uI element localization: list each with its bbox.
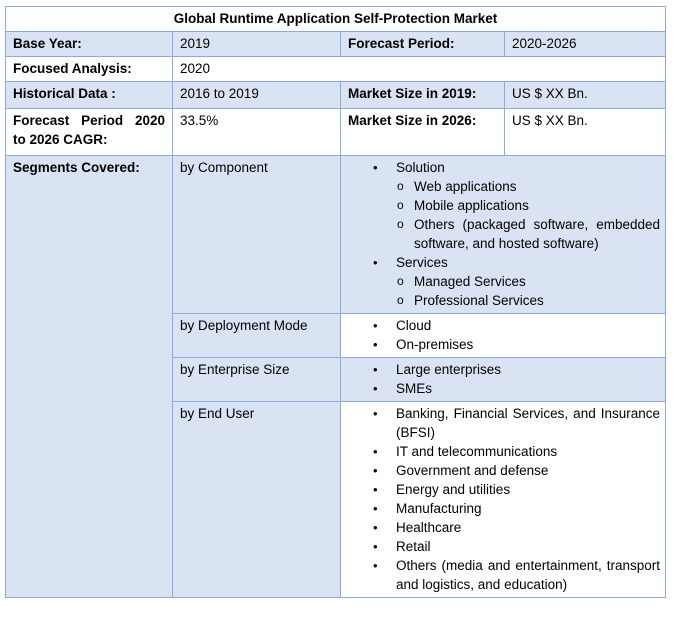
historical-data-value: 2016 to 2019: [173, 82, 341, 109]
segment-deployment-list-cell: [341, 314, 666, 358]
base-year-value: 2019: [173, 32, 341, 57]
list-item: • Retail: [396, 537, 660, 556]
segment-end-user-list-cell: [341, 402, 666, 598]
table-row: [6, 57, 666, 82]
services-sublist: [396, 272, 660, 310]
list-item: o Others (packaged software, embedded software, and hosted software): [414, 215, 660, 253]
segment-component-list-cell: [341, 156, 666, 314]
list-item: o Mobile applications: [414, 196, 660, 215]
end-user-list: [348, 404, 660, 594]
list-item: • Others (media and entertainment, transport and logistics, and education): [396, 556, 660, 594]
segment-end-user-label: by End User: [173, 402, 341, 598]
list-item: o Web applications: [414, 177, 660, 196]
deployment-list: [348, 316, 660, 354]
list-item: [396, 158, 660, 253]
segment-enterprise-label: by Enterprise Size: [173, 358, 341, 402]
market-size-2026-value: US $ XX Bn.: [505, 109, 666, 156]
focused-analysis-value: 2020: [173, 57, 666, 82]
list-item: • Healthcare: [396, 518, 660, 537]
list-item: • Energy and utilities: [396, 480, 660, 499]
segment-deployment-label: by Deployment Mode: [173, 314, 341, 358]
table-row: [6, 82, 666, 109]
focused-analysis-label: Focused Analysis:: [6, 57, 173, 82]
list-item: • Manufacturing: [396, 499, 660, 518]
cagr-value: 33.5%: [173, 109, 341, 156]
segment-enterprise-list-cell: [341, 358, 666, 402]
list-item: o Managed Services: [414, 272, 660, 291]
table-row: [6, 32, 666, 57]
component-list: [348, 158, 660, 310]
segments-covered-label: Segments Covered:: [6, 156, 173, 598]
table-title: Global Runtime Application Self-Protection Market: [6, 7, 666, 32]
forecast-period-value: 2020-2026: [505, 32, 666, 57]
solution-label: Solution: [396, 160, 445, 175]
list-item: • Large enterprises: [396, 360, 660, 379]
solution-sublist: [396, 177, 660, 253]
list-item: • SMEs: [396, 379, 660, 398]
market-size-2019-value: US $ XX Bn.: [505, 82, 666, 109]
title-row: [6, 7, 666, 32]
list-item: • Government and defense: [396, 461, 660, 480]
cagr-label: Forecast Period 2020 to 2026 CAGR:: [6, 109, 173, 156]
market-summary-table: [5, 6, 666, 598]
services-label: Services: [396, 255, 448, 270]
table-row: [6, 109, 666, 156]
list-item: • IT and telecommunications: [396, 442, 660, 461]
list-item: • Banking, Financial Services, and Insurance (BFSI): [396, 404, 660, 442]
segment-row-component: [6, 156, 666, 314]
market-size-2019-label: Market Size in 2019:: [341, 82, 505, 109]
list-item: • Cloud: [396, 316, 660, 335]
historical-data-label: Historical Data :: [6, 82, 173, 109]
list-item: • On-premises: [396, 335, 660, 354]
base-year-label: Base Year:: [6, 32, 173, 57]
list-item: [396, 253, 660, 310]
forecast-period-label: Forecast Period:: [341, 32, 505, 57]
list-item: o Professional Services: [414, 291, 660, 310]
segment-component-label: by Component: [173, 156, 341, 314]
market-summary-table-container: [5, 6, 665, 598]
market-size-2026-label: Market Size in 2026:: [341, 109, 505, 156]
enterprise-list: [348, 360, 660, 398]
